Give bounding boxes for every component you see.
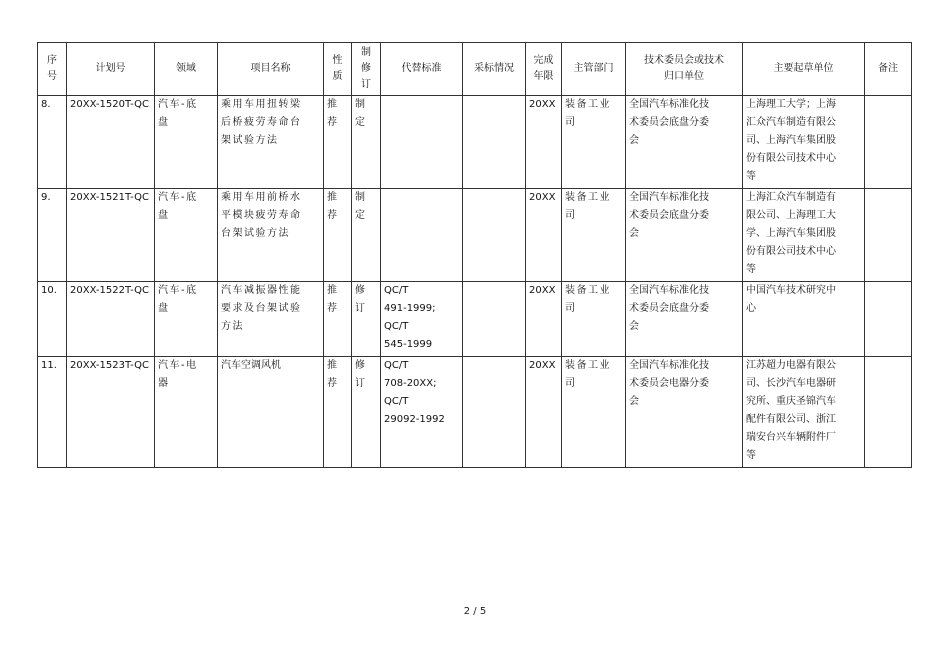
header-replace-std: 代替标准: [381, 43, 463, 96]
cell-deadline: 20XX: [526, 96, 562, 189]
cell-remarks: [865, 189, 912, 282]
cell-deadline: 20XX: [526, 282, 562, 357]
table-row: [38, 282, 912, 357]
table-row: [38, 357, 912, 468]
header-drafters: 主要起草单位: [743, 43, 865, 96]
cell-field: 汽车-底 盘: [155, 96, 218, 189]
header-seq: 序 号: [38, 43, 67, 96]
cell-revise: 制 定: [352, 189, 381, 282]
cell-field: 汽车-电 器: [155, 357, 218, 468]
cell-replace-std: [381, 189, 463, 282]
cell-adoption: [463, 189, 526, 282]
cell-seq: 11.: [38, 357, 67, 468]
cell-project-name: 汽车空调风机: [218, 357, 324, 468]
cell-seq: 10.: [38, 282, 67, 357]
cell-nature: 推 荐: [324, 357, 352, 468]
cell-nature: 推 荐: [324, 189, 352, 282]
header-nature: 性 质: [324, 43, 352, 96]
cell-remarks: [865, 282, 912, 357]
cell-nature: 推 荐: [324, 282, 352, 357]
cell-committee: 全国汽车标准化技 术委员会底盘分委 会: [626, 189, 743, 282]
header-dept: 主管部门: [562, 43, 626, 96]
cell-nature: 推 荐: [324, 96, 352, 189]
cell-adoption: [463, 282, 526, 357]
cell-field: 汽车-底 盘: [155, 282, 218, 357]
header-remarks: 备注: [865, 43, 912, 96]
cell-remarks: [865, 96, 912, 189]
cell-drafters: 上海汇众汽车制造有 限公司、上海理工大 学、上海汽车集团股 份有限公司技术中心 等: [743, 189, 865, 282]
cell-deadline: 20XX: [526, 357, 562, 468]
cell-seq: 8.: [38, 96, 67, 189]
cell-committee: 全国汽车标准化技 术委员会电器分委 会: [626, 357, 743, 468]
cell-project-name: 乘用车用扭转梁 后桥疲劳寿命台 架试验方法: [218, 96, 324, 189]
cell-dept: 装备工业 司: [562, 96, 626, 189]
cell-replace-std: QC/T 491-1999; QC/T 545-1999: [381, 282, 463, 357]
standards-plan-table: [37, 42, 912, 468]
cell-adoption: [463, 357, 526, 468]
cell-plan-no: 20XX-1520T-QC: [67, 96, 155, 189]
cell-dept: 装备工业 司: [562, 282, 626, 357]
page-number: 2 / 5: [463, 606, 487, 617]
cell-field: 汽车-底 盘: [155, 189, 218, 282]
cell-seq: 9.: [38, 189, 67, 282]
cell-revise: 修 订: [352, 282, 381, 357]
header-deadline: 完成 年限: [526, 43, 562, 96]
table-header-row: [38, 43, 912, 96]
cell-drafters: 中国汽车技术研究中 心: [743, 282, 865, 357]
cell-plan-no: 20XX-1523T-QC: [67, 357, 155, 468]
cell-drafters: 江苏超力电器有限公 司、长沙汽车电器研 究所、重庆圣锦汽车 配件有限公司、浙江 瑞安台兴车辆附件厂 等: [743, 357, 865, 468]
cell-plan-no: 20XX-1522T-QC: [67, 282, 155, 357]
cell-replace-std: QC/T 708-20XX; QC/T 29092-1992: [381, 357, 463, 468]
header-field: 领域: [155, 43, 218, 96]
header-project-name: 项目名称: [218, 43, 324, 96]
cell-dept: 装备工业 司: [562, 189, 626, 282]
cell-deadline: 20XX: [526, 189, 562, 282]
cell-project-name: 乘用车用前桥水 平模块疲劳寿命 台架试验方法: [218, 189, 324, 282]
cell-project-name: 汽车减振器性能 要求及台架试验 方法: [218, 282, 324, 357]
cell-replace-std: [381, 96, 463, 189]
cell-drafters: 上海理工大学；上海 汇众汽车制造有限公 司、上海汽车集团股 份有限公司技术中心 等: [743, 96, 865, 189]
cell-revise: 修 订: [352, 357, 381, 468]
table-row: [38, 189, 912, 282]
cell-plan-no: 20XX-1521T-QC: [67, 189, 155, 282]
cell-committee: 全国汽车标准化技 术委员会底盘分委 会: [626, 282, 743, 357]
cell-revise: 制 定: [352, 96, 381, 189]
cell-remarks: [865, 357, 912, 468]
table-row: [38, 96, 912, 189]
cell-dept: 装备工业 司: [562, 357, 626, 468]
cell-committee: 全国汽车标准化技 术委员会底盘分委 会: [626, 96, 743, 189]
header-adoption: 采标情况: [463, 43, 526, 96]
cell-adoption: [463, 96, 526, 189]
header-revise: 制 修 订: [352, 43, 381, 96]
header-committee: 技术委员会或技术 归口单位: [626, 43, 743, 96]
header-plan-no: 计划号: [67, 43, 155, 96]
